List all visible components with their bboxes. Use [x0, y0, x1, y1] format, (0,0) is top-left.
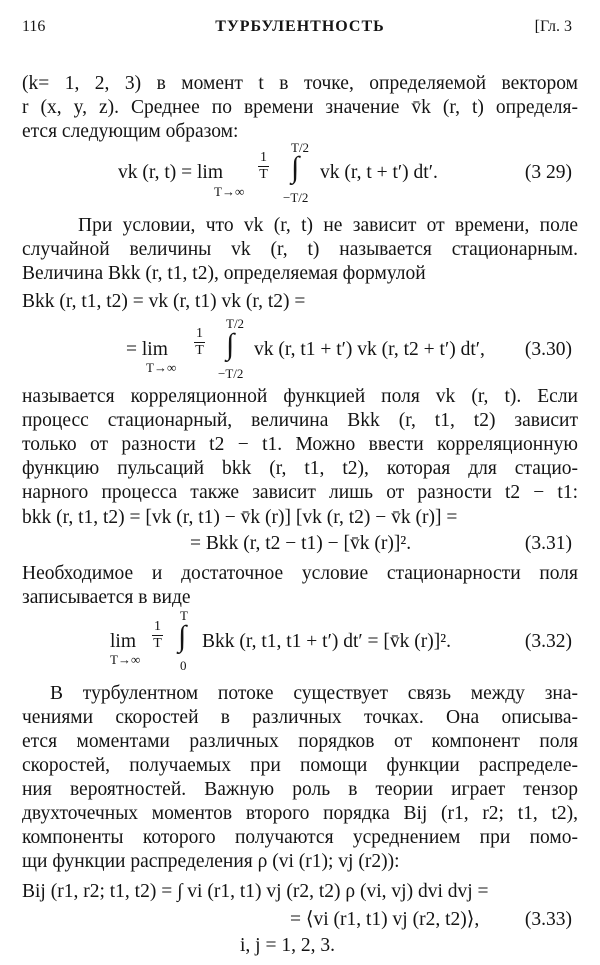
limit-subscript: T→∞ [146, 360, 177, 375]
fraction-numerator: 1 [154, 619, 161, 634]
integral-lower-limit: 0 [180, 658, 187, 673]
text-line: чениями скоростей в различных точках. Она описыва- [22, 707, 578, 728]
text-line: скоростей, получаемых при помощи функции распределе- [22, 755, 578, 776]
integral-lower-limit: −T/2 [218, 366, 244, 381]
text-line: При условии, что vk (r, t) не зависит от времени, поле [78, 215, 578, 236]
integral-sign: ∫ [178, 620, 187, 653]
fraction-denominator: T [195, 343, 204, 358]
equation-line: Bkk (r, t1, t2) = vk (r, t1) vk (r, t2) = [22, 291, 306, 312]
text-line: называется корреляционной функцией поля vk (r, t). Если [22, 386, 578, 407]
fraction [152, 619, 163, 652]
integrand: vk (r, t1 + t′) vk (r, t2 + t′) dt′, [254, 339, 485, 360]
text-line: компоненты которого получаются усреднением при помо- [22, 827, 578, 848]
equation-number: (3.33) [524, 909, 572, 930]
fraction-denominator: T [259, 167, 268, 182]
limit-subscript: T→∞ [214, 184, 245, 199]
integral-sign: ∫ [291, 151, 300, 184]
text-line: нарного процесса также зависит лишь от разности t2 − t1: [22, 482, 578, 503]
text-line: ния вероятностей. Важную роль в теории играет тензор [22, 779, 578, 800]
equation-line: i, j = 1, 2, 3. [240, 935, 335, 956]
equation-line: = Bkk (r, t2 − t1) − [v̄k (r)]². [190, 533, 412, 554]
equation-number: (3 29) [524, 162, 572, 183]
integrand: Bkk (r, t1, t1 + t′) dt′ = [v̄k (r)]². [202, 631, 451, 652]
fraction-denominator: T [153, 636, 162, 651]
text-line: (k= 1, 2, 3) в момент t в точке, определяемой вектором [22, 73, 578, 94]
equation-lhs: vk (r, t) = lim [118, 162, 223, 183]
equation-number: (3.31) [524, 533, 572, 554]
equation-lead: = lim [126, 339, 168, 360]
text-line: ется следующим образом: [22, 121, 239, 142]
text-line: двухточечных моментов второго порядка Bij (r1, r2; t1, t2), [22, 803, 578, 824]
integral-lower-limit: −T/2 [283, 190, 309, 205]
integral-sign: ∫ [226, 328, 235, 361]
integral-upper-limit: T/2 [291, 140, 310, 155]
page-number: 116 [22, 18, 46, 35]
text-line: случайной величины vk (r, t) называется стационарным. [22, 239, 578, 260]
text-line: Величина Bkk (r, t1, t2), определяемая формулой [22, 263, 426, 284]
fraction [194, 326, 205, 359]
text-line: В турбулентном потоке существует связь между зна- [50, 683, 578, 704]
text-line: только от разности t2 − t1. Можно ввести корреляционную [22, 434, 578, 455]
equation-line: = ⟨vi (r1, t1) vj (r2, t2)⟩, [290, 909, 480, 930]
text-line: Необходимое и достаточное условие стационарности поля [22, 563, 578, 584]
text-line: щи функции распределения ρ (vi (r1); vj (r2)): [22, 851, 400, 872]
equation-lead: lim [110, 631, 137, 652]
running-title: ТУРБУЛЕНТНОСТЬ [215, 18, 385, 35]
integral-upper-limit: T/2 [226, 316, 245, 331]
text-line: записывается в виде [22, 587, 191, 608]
fraction [258, 150, 269, 183]
integrand: vk (r, t + t′) dt′. [320, 162, 438, 183]
limit-subscript: T→∞ [110, 652, 141, 667]
fraction-numerator: 1 [260, 150, 267, 165]
text-line: функцию пульсаций bkk (r, t1, t2), которая для стацио- [22, 458, 578, 479]
text-line: ется моментами различных порядков от компонент поля [22, 731, 578, 752]
equation-number: (3.32) [524, 631, 572, 652]
chapter-label: [Гл. 3 [534, 18, 572, 35]
text-line: r (x, y, z). Среднее по времени значение v̄k (r, t) определя- [22, 97, 578, 118]
fraction-numerator: 1 [196, 326, 203, 341]
equation-number: (3.30) [524, 339, 572, 360]
integral-upper-limit: T [180, 608, 188, 623]
text-line: процесс стационарный, величина Bkk (r, t1, t2) зависит [22, 410, 578, 431]
equation-line: Bij (r1, r2; t1, t2) = ∫ vi (r1, t1) vj (r2, t2) ρ (vi, vj) dvi dvj = [22, 881, 489, 902]
equation-line: bkk (r, t1, t2) = [vk (r, t1) − v̄k (r)] [vk (r, t2) − v̄k (r)] = [22, 507, 458, 528]
